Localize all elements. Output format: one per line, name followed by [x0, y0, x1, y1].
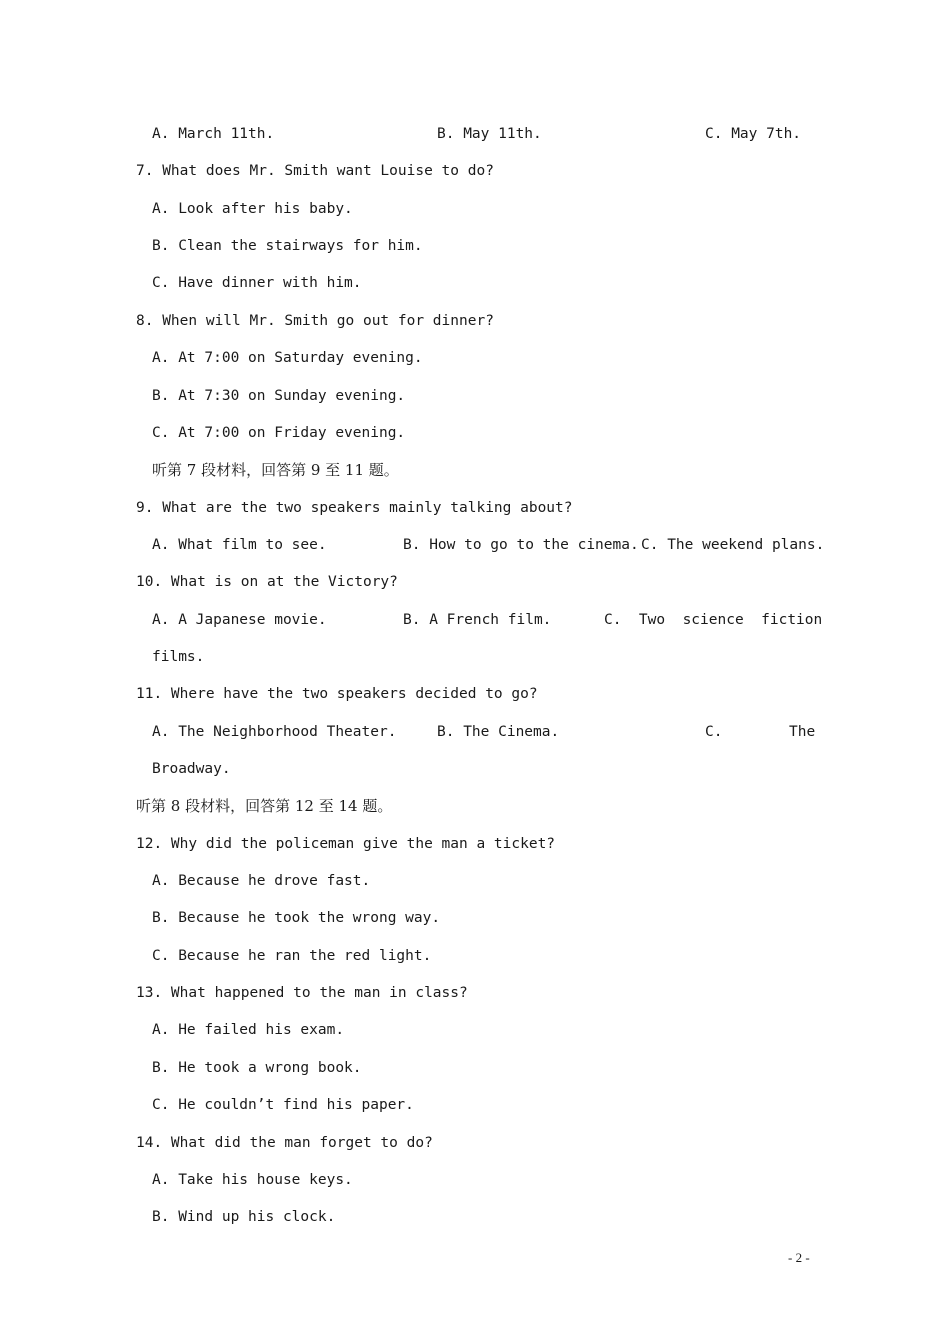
q6-option-b: B. May 11th.	[437, 126, 542, 142]
section-8-heading: 听第 8 段材料，回答第 12 至 14 题。	[136, 797, 393, 815]
q10-option-c: C. Two science fiction	[604, 612, 823, 628]
q7-question: 7. What does Mr. Smith want Louise to do?	[136, 163, 494, 179]
q8-option-c: C. At 7:00 on Friday evening.	[152, 425, 406, 441]
q7-option-a: A. Look after his baby.	[152, 201, 353, 217]
q8-option-b: B. At 7:30 on Sunday evening.	[152, 388, 406, 404]
q9-question: 9. What are the two speakers mainly talking about?	[136, 500, 573, 516]
q6-option-a: A. March 11th.	[152, 126, 275, 142]
q10-option-a: A. A Japanese movie.	[152, 612, 327, 628]
q12-option-c: C. Because he ran the red light.	[152, 948, 432, 964]
page-number: - 2 -	[788, 1250, 810, 1265]
q12-option-b: B. Because he took the wrong way.	[152, 910, 441, 926]
q9-option-c: C. The weekend plans.	[641, 537, 825, 553]
q11-option-b: B. The Cinema.	[437, 724, 560, 740]
q14-option-b: B. Wind up his clock.	[152, 1209, 336, 1225]
q6-option-c: C. May 7th.	[705, 126, 802, 142]
q11-option-c-word: The	[789, 724, 816, 740]
q7-option-c: C. Have dinner with him.	[152, 275, 362, 291]
q10-option-c-continued: films.	[152, 649, 205, 665]
q10-question: 10. What is on at the Victory?	[136, 574, 398, 590]
q13-question: 13. What happened to the man in class?	[136, 985, 468, 1001]
q9-option-b: B. How to go to the cinema.	[403, 537, 639, 553]
q11-option-c-continued: Broadway.	[152, 761, 231, 777]
q8-question: 8. When will Mr. Smith go out for dinner?	[136, 313, 494, 329]
q12-option-a: A. Because he drove fast.	[152, 873, 371, 889]
section-7-heading: 听第 7 段材料，回答第 9 至 11 题。	[152, 461, 399, 479]
q10-option-b: B. A French film.	[403, 612, 552, 628]
q13-option-a: A. He failed his exam.	[152, 1022, 345, 1038]
q12-question: 12. Why did the policeman give the man a ticket?	[136, 836, 556, 852]
q7-option-b: B. Clean the stairways for him.	[152, 238, 423, 254]
q11-option-c-label: C.	[705, 724, 723, 740]
q13-option-b: B. He took a wrong book.	[152, 1060, 362, 1076]
q9-option-a: A. What film to see.	[152, 537, 327, 553]
q11-option-a: A. The Neighborhood Theater.	[152, 724, 397, 740]
q14-option-a: A. Take his house keys.	[152, 1172, 353, 1188]
q8-option-a: A. At 7:00 on Saturday evening.	[152, 350, 423, 366]
q11-question: 11. Where have the two speakers decided to go?	[136, 686, 538, 702]
q14-question: 14. What did the man forget to do?	[136, 1135, 433, 1151]
q13-option-c: C. He couldn’t find his paper.	[152, 1097, 414, 1113]
